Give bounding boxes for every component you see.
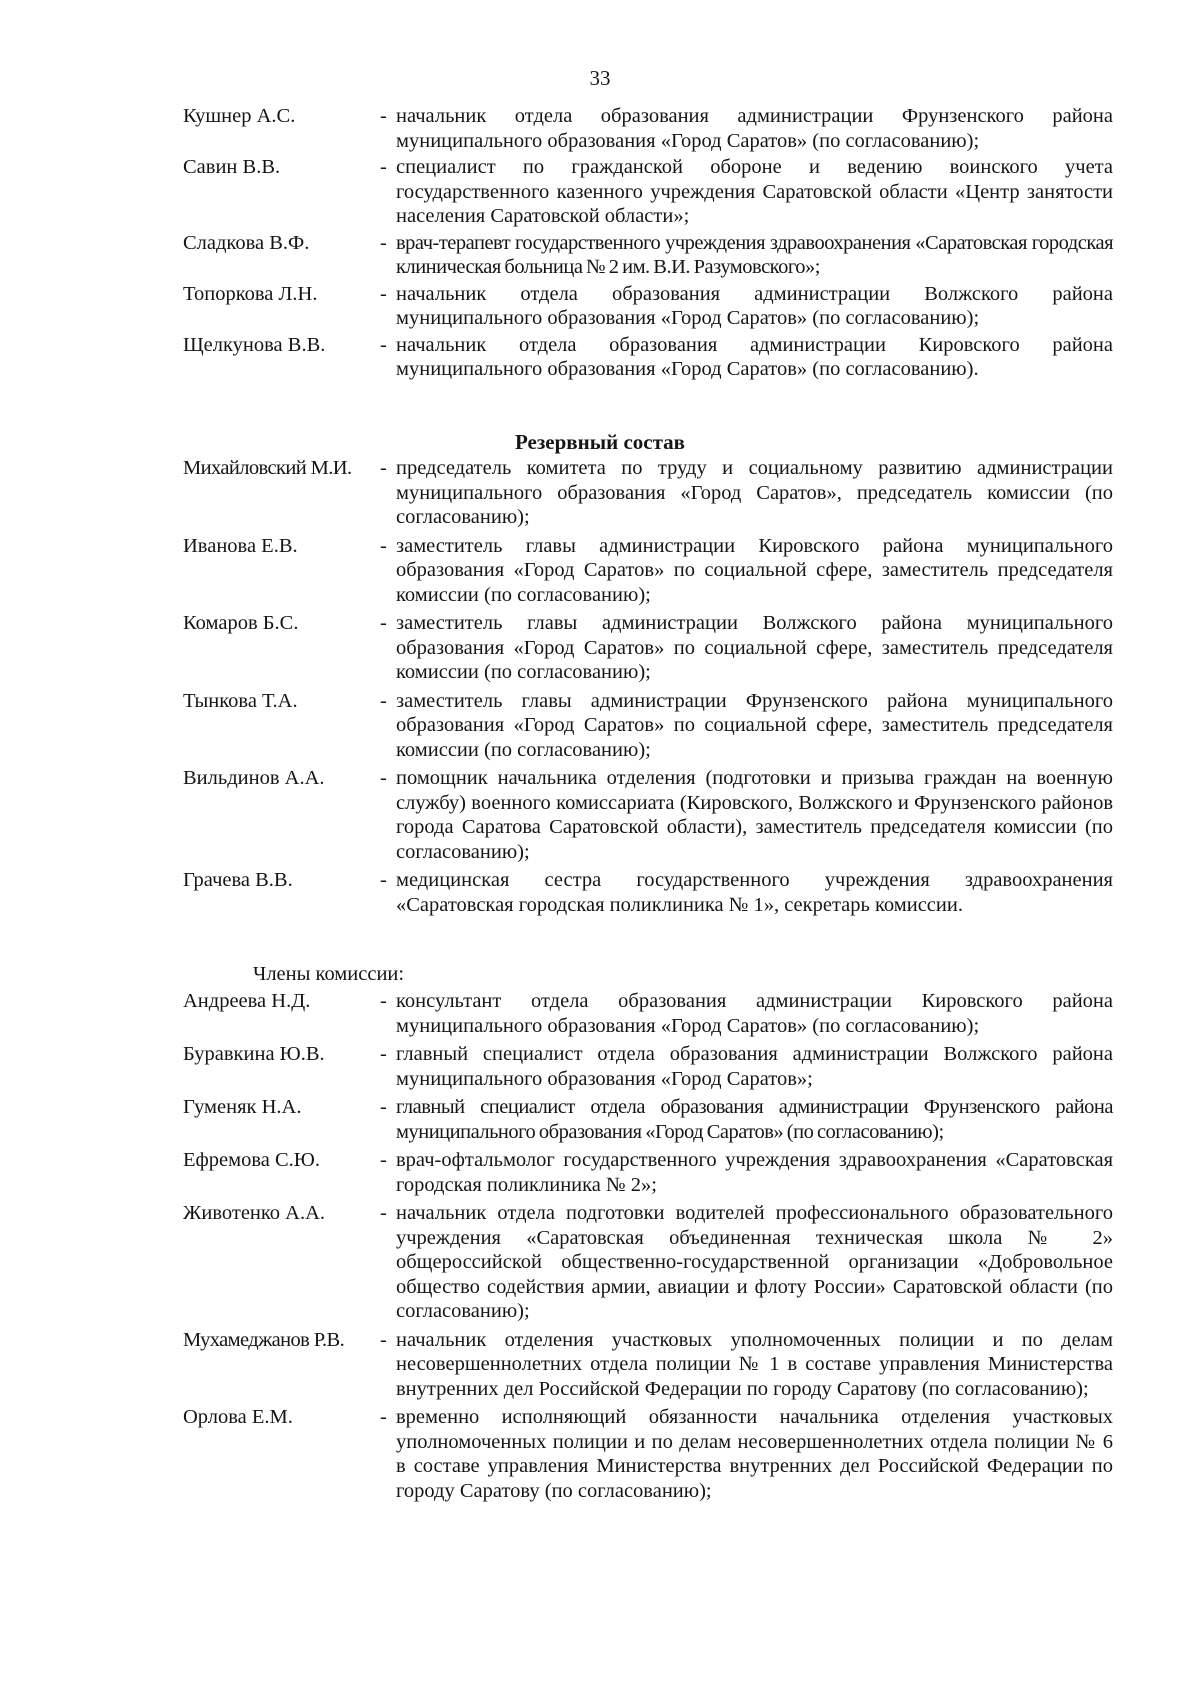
person-name: Вильдинов А.А. [183,767,325,789]
position-description: начальник отделения участковых уполномоченных полиции и по делам несовершеннолетних отдела полиции № 1 в составе управления Министерства внутренних дел Российской Федерации по городу Саратову (по согласованию); [396,1328,1113,1400]
person-name: Орлова Е.М. [183,1406,293,1428]
list-item [0,611,1200,685]
dash: - [380,869,387,891]
person-name: Ефремова С.Ю. [183,1149,321,1171]
dash: - [380,231,387,254]
position-description: начальник отдела образования администрации Кировского района муниципального образования «Город Саратов» (по согласованию). [396,333,1113,380]
list-item [0,534,1200,608]
person-name: Михайловский М.И. [183,457,352,479]
page-number: 33 [589,66,611,90]
position-description: специалист по гражданской обороне и ведению воинского учета государственного казенного учреждения Саратовской области «Центр занятости населения Саратовской области»; [396,156,1113,227]
list-item [0,282,1200,331]
list-item [0,766,1200,864]
position-description: консультант отдела образования администрации Кировского района муниципального образования «Город Саратов» (по согласованию); [396,990,1113,1037]
person-name: Грачева В.В. [183,869,293,891]
person-name: Гуменяк Н.А. [183,1096,302,1118]
list-item [0,333,1200,382]
position-description: заместитель главы администрации Кировского района муниципального образования «Город Саратов» по социальной сфере, заместитель председателя комиссии (по согласованию); [396,534,1113,606]
list-item [0,155,1200,229]
person-name: Иванова Е.В. [183,534,298,557]
person-name: Савин В.В. [183,156,281,178]
position-description: заместитель главы администрации Волжского района муниципального образования «Город Саратов» по социальной сфере, заместитель председателя комиссии (по согласованию); [396,612,1113,683]
dash: - [380,1328,387,1351]
position-description: заместитель главы администрации Фрунзенского района муниципального образования «Город Саратов» по социальной сфере, заместитель председателя комиссии (по согласованию); [396,689,1113,761]
dash: - [380,1202,387,1224]
person-name: Андреева Н.Д. [183,990,311,1012]
dash: - [380,105,387,127]
position-description: временно исполняющий обязанности начальника отделения участковых уполномоченных полиции и по делам несовершеннолетних отдела полиции № 6 в составе управления Министерства внутренних дел Российской Федерации по городу Саратову (по согласованию); [396,1406,1113,1502]
list-item [0,1148,1200,1197]
person-name: Комаров Б.С. [183,612,299,634]
dash: - [380,1043,387,1065]
members-label: Члены комиссии: [253,963,405,985]
position-description: главный специалист отдела образования администрации Фрунзенского района муниципального образования «Город Саратов» (по согласованию); [396,1096,1113,1143]
dash: - [380,457,387,479]
list-item [0,989,1200,1038]
list-item [0,1201,1200,1324]
dash: - [380,282,387,305]
position-description: начальник отдела подготовки водителей профессионального образовательного учреждения «Саратовская объединенная техническая школа № 2» общероссийской общественно-государственной организации «Добровольное общество содействия армии, авиации и флоту России» Саратовской области (по согласованию); [396,1202,1113,1322]
list-item [0,104,1200,153]
list-item [0,456,1200,530]
reserve-heading: Резервный состав [514,430,686,454]
position-description: начальник отдела образования администрации Фрунзенского района муниципального образования «Город Саратов» (по согласованию); [396,105,1113,152]
list-item [0,1042,1200,1091]
dash: - [380,767,387,789]
list-item [0,689,1200,763]
position-description: врач-офтальмолог государственного учреждения здравоохранения «Саратовская городская поликлиника № 2»; [396,1149,1113,1196]
members-list [0,989,1200,1503]
person-name: Мухамеджанов Р.В. [183,1328,345,1351]
person-name: Животенко А.А. [183,1202,326,1224]
position-description: врач-терапевт государственного учреждения здравоохранения «Саратовская городская клиническая больница № 2 им. В.И. Разумовского»; [396,231,1113,278]
list-item [0,1328,1200,1402]
position-description: медицинская сестра государственного учреждения здравоохранения «Саратовская городская поликлиника № 1», секретарь комиссии. [396,869,1113,916]
position-description: главный специалист отдела образования администрации Волжского района муниципального образования «Город Саратов»; [396,1043,1113,1090]
person-name: Кушнер А.С. [183,105,296,127]
list-item [0,868,1200,917]
reserve-list [0,456,1200,917]
person-name: Буравкина Ю.В. [183,1043,325,1065]
dash: - [380,1096,387,1118]
person-name: Сладкова В.Ф. [183,231,310,254]
dash: - [380,333,387,356]
person-name: Топоркова Л.Н. [183,282,318,305]
list-item [0,1405,1200,1503]
dash: - [380,612,387,634]
person-name: Тынкова Т.А. [183,689,298,712]
list-item [0,1095,1200,1144]
dash: - [380,156,387,178]
dash: - [380,1406,387,1428]
dash: - [380,534,387,557]
dash: - [380,990,387,1012]
list-item [0,231,1200,280]
top-list [0,104,1200,382]
dash: - [380,689,387,712]
position-description: председатель комитета по труду и социальному развитию администрации муниципального образования «Город Саратов», председатель комиссии (по согласованию); [396,457,1113,528]
dash: - [380,1149,387,1171]
position-description: начальник отдела образования администрации Волжского района муниципального образования «Город Саратов» (по согласованию); [396,282,1113,329]
position-description: помощник начальника отделения (подготовки и призыва граждан на военную службу) военного комиссариата (Кировского, Волжского и Фрунзенского районов города Саратова Саратовской области), заместитель председателя комиссии (по согласованию); [396,767,1113,863]
person-name: Щелкунова В.В. [183,333,326,356]
